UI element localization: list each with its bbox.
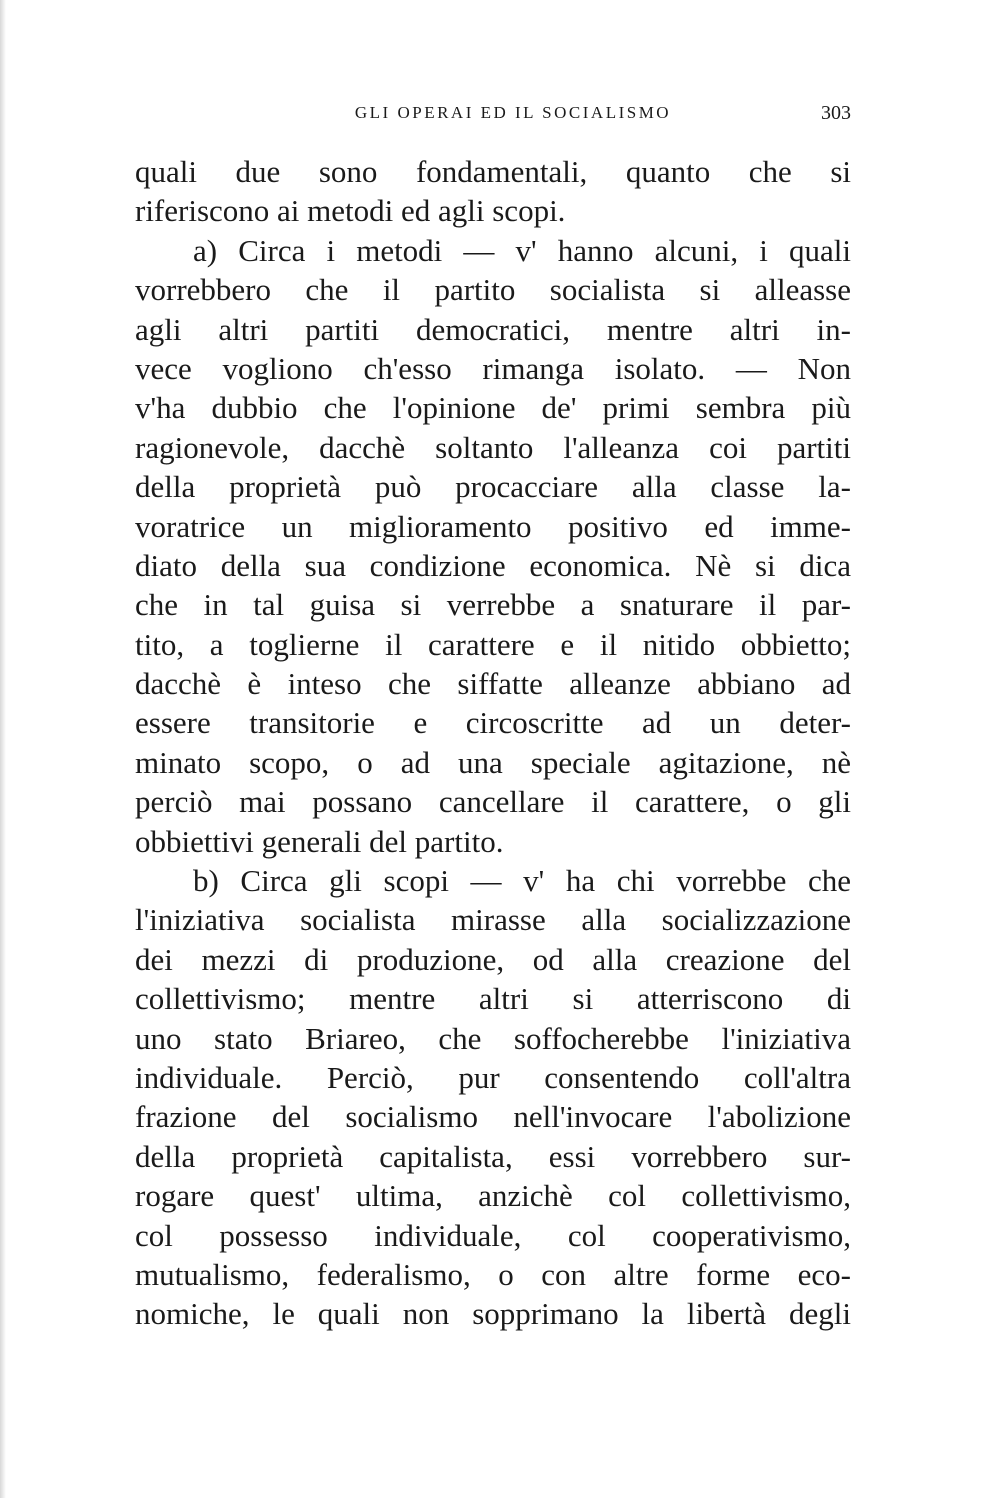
text-line: collettivismo; mentre altri si atterriscono di: [135, 981, 851, 1017]
running-title: GLI OPERAI ED IL SOCIALISMO: [354, 103, 672, 122]
text-line: ragionevole, dacchè soltanto l'alleanza coi partiti: [135, 429, 851, 465]
text-line: nomiche, le quali non sopprimano la libertà degli: [135, 1296, 851, 1332]
text-line: voratrice un miglioramento positivo ed imme-: [135, 508, 851, 544]
text-line: diato della sua condizione economica. Nè si dica: [135, 547, 851, 583]
text-line: vece vogliono ch'esso rimanga isolato. — Non: [135, 350, 851, 386]
text-line: che in tal guisa si verrebbe a snaturare il par-: [135, 587, 851, 623]
running-header: [135, 98, 851, 128]
text-line: individuale. Perciò, pur consentendo coll'altra: [135, 1059, 851, 1095]
text-line: della proprietà capitalista, essi vorrebbero sur-: [135, 1138, 851, 1174]
text-line: col possesso individuale, col cooperativismo,: [135, 1217, 851, 1253]
text-line: dei mezzi di produzione, od alla creazione del: [135, 941, 851, 977]
text-line: rogare quest' ultima, anzichè col collettivismo,: [135, 1178, 851, 1214]
text-line: minato scopo, o ad una speciale agitazione, nè: [135, 744, 851, 780]
text-line: essere transitorie e circoscritte ad un deter-: [135, 705, 851, 741]
text-line: tito, a toglierne il carattere e il nitido obbietto;: [135, 626, 851, 662]
body-text: [135, 152, 851, 1334]
text-line: della proprietà può procacciare alla classe la-: [135, 469, 851, 505]
text-line: quali due sono fondamentali, quanto che si: [135, 154, 851, 189]
text-line: perciò mai possano cancellare il carattere, o gli: [135, 784, 851, 820]
scan-edge-shadow: [0, 0, 6, 1498]
text-line: uno stato Briareo, che soffocherebbe l'iniziativa: [135, 1020, 851, 1056]
text-line: vorrebbero che il partito socialista si alleasse: [135, 272, 851, 308]
text-line: riferiscono ai metodi ed agli scopi.: [135, 193, 566, 229]
page-number: 303: [821, 102, 851, 124]
text-line: dacchè è inteso che siffatte alleanze abbiano ad: [135, 666, 851, 702]
paragraph-a-start: a) Circa i metodi — v' hanno alcuni, i quali: [193, 232, 851, 268]
text-line: v'ha dubbio che l'opinione de' primi sembra più: [135, 390, 851, 426]
text-line: l'iniziativa socialista mirasse alla socializzazione: [135, 902, 851, 938]
paragraph-b-start: b) Circa gli scopi — v' ha chi vorrebbe che: [193, 863, 851, 899]
text-line: frazione del socialismo nell'invocare l'abolizione: [135, 1099, 851, 1135]
text-line: agli altri partiti democratici, mentre altri in-: [135, 311, 851, 347]
text-line: obbiettivi generali del partito.: [135, 823, 504, 859]
text-line: mutualismo, federalismo, o con altre forme eco-: [135, 1256, 851, 1292]
